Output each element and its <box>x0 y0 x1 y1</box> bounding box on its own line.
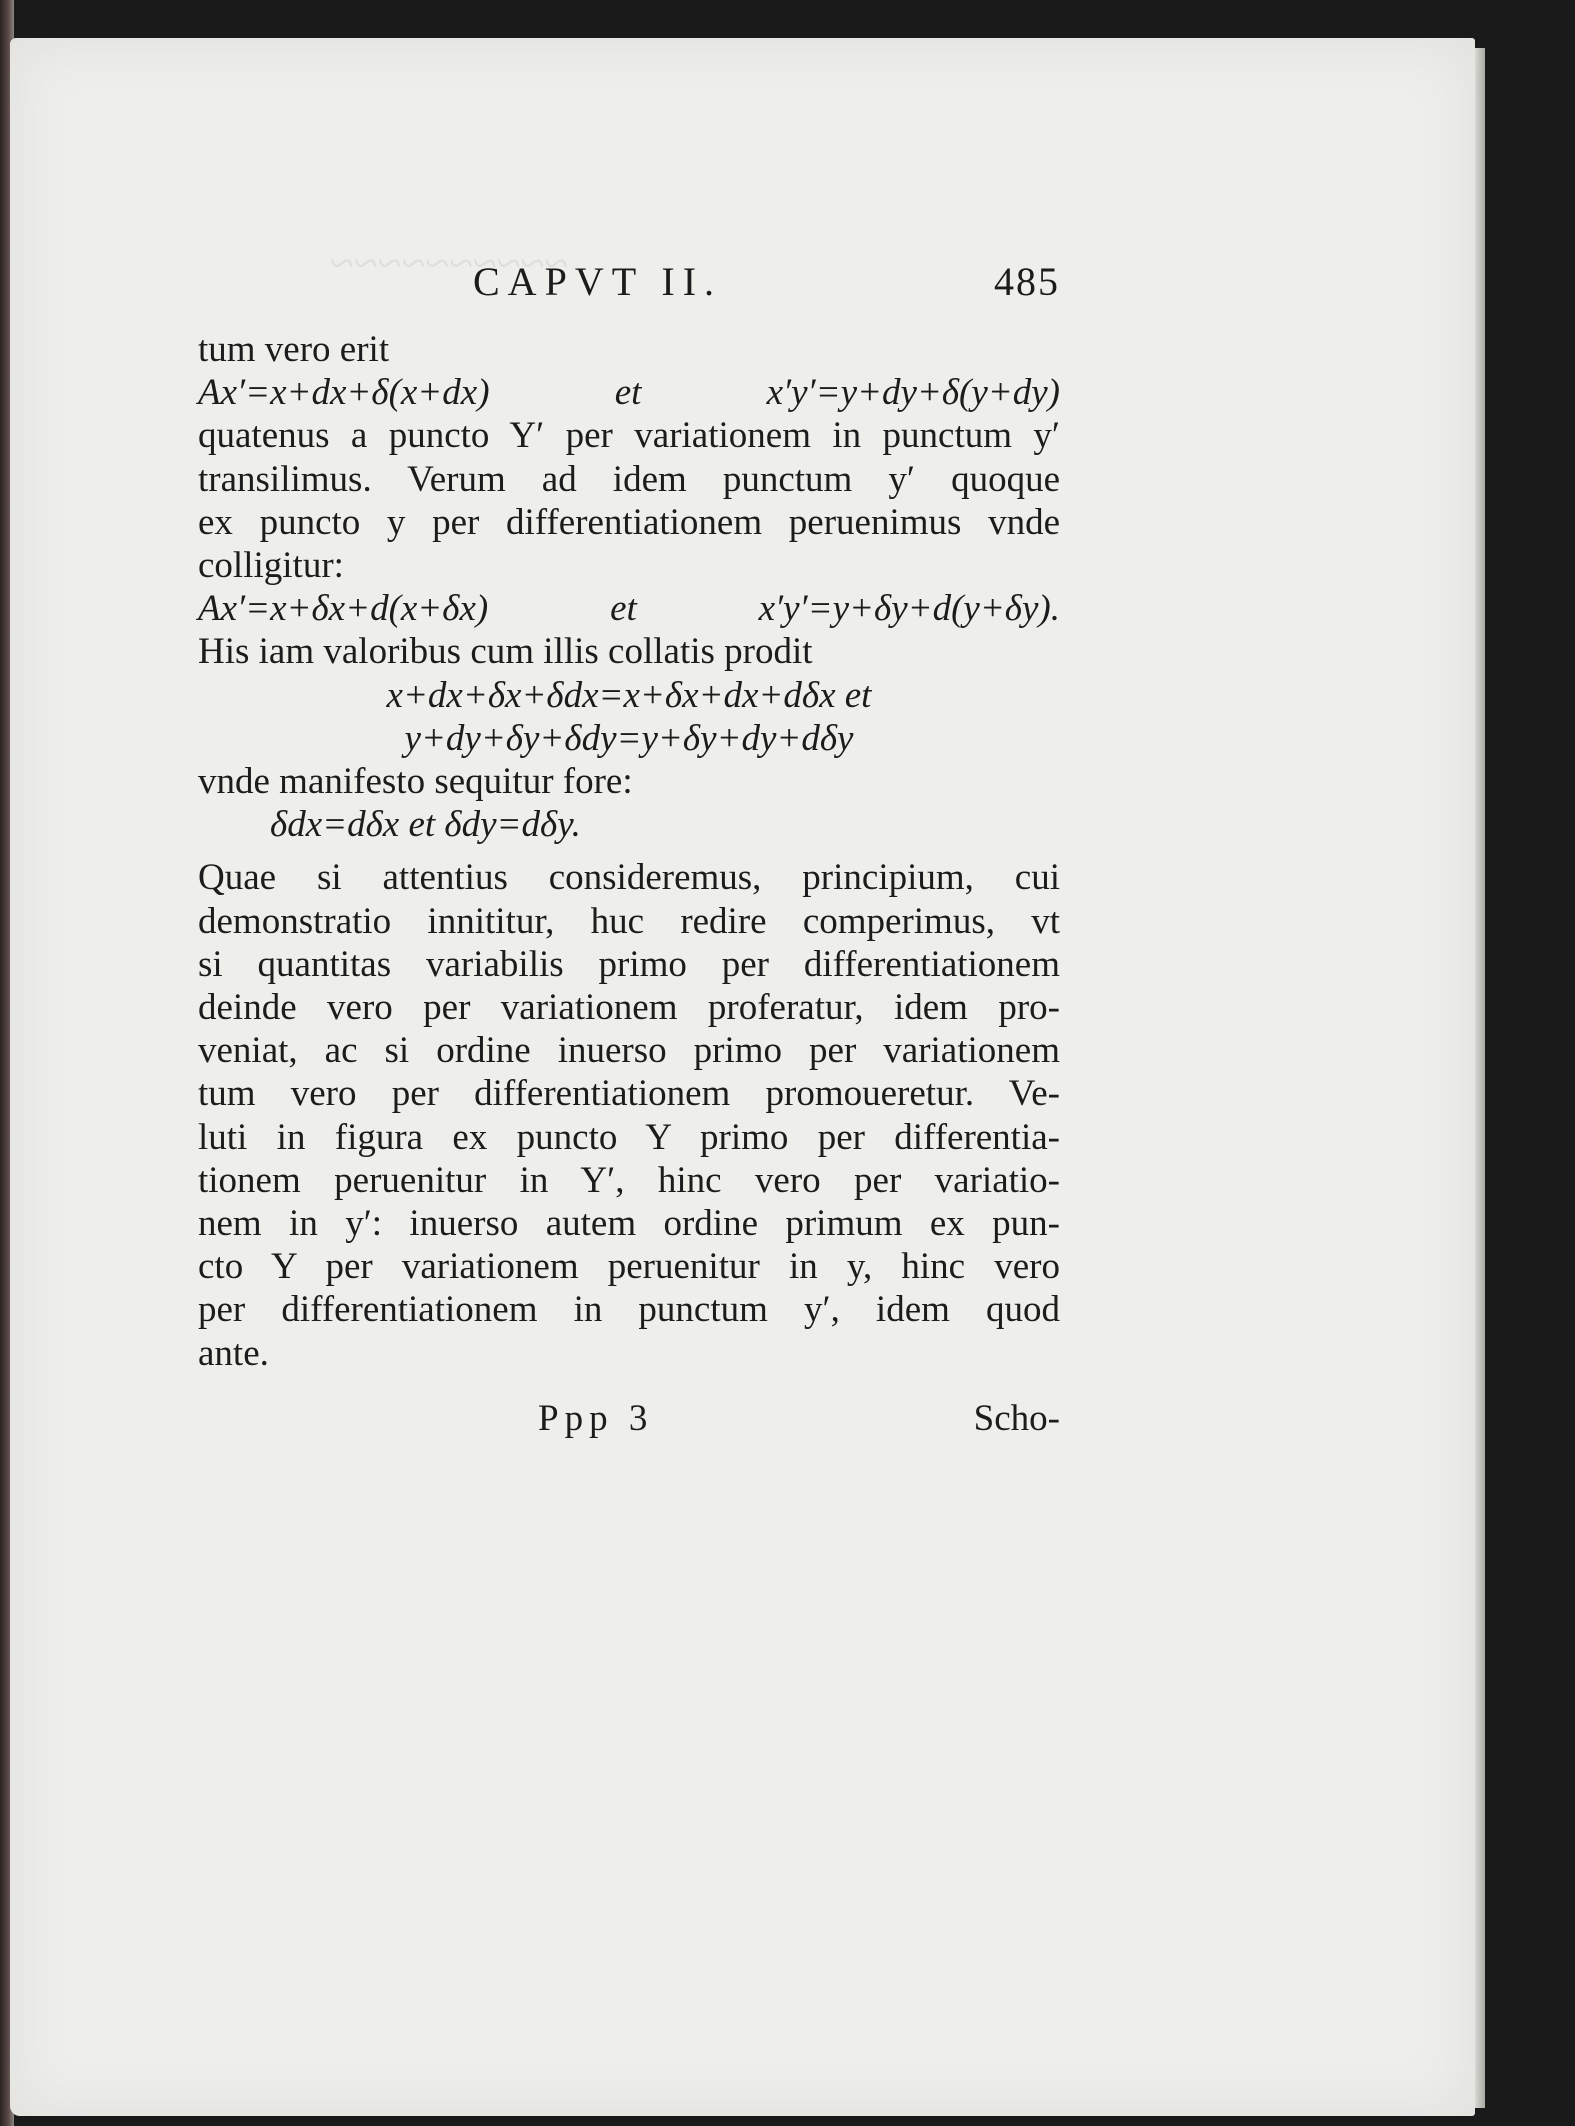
text-line: demonstratio innititur, huc redire comperimus, vt <box>198 900 1060 942</box>
text-line: quatenus a puncto Y′ per variationem in punctum y′ <box>198 415 1060 457</box>
text-line: ante. <box>198 1332 269 1374</box>
text-line: nem in y′: inuerso autem ordine primum ex pun- <box>198 1203 1060 1245</box>
text-line: Quae si attentius consideremus, principium, cui <box>198 857 1060 899</box>
equation-line: x+dx+δx+δdx=x+δx+dx+dδx et <box>386 674 872 716</box>
bleed-through-show-through: ~~~~~~~~~~ <box>330 239 569 288</box>
text-line: veniat, ac si ordine inuerso primo per variationem <box>198 1030 1060 1072</box>
equation-line: Ax′=x+dx+δ(x+dx) et x′y′=y+dy+δ(y+dy) <box>198 372 1060 414</box>
equation-line: δdx=dδx et δdy=dδy. <box>270 804 581 846</box>
paragraph-gap <box>198 846 1060 856</box>
page-number: 485 <box>994 259 1060 304</box>
text-line: tum vero erit <box>198 329 390 370</box>
chapter-title: CAPVT II. <box>473 259 723 304</box>
text-line: colligitur: <box>198 545 344 587</box>
page-edge <box>1475 48 1485 2108</box>
text-line: transilimus. Verum ad idem punctum y′ quoque <box>198 458 1060 500</box>
page-content <box>198 258 1060 1457</box>
text-line: deinde vero per variationem proferatur, idem pro- <box>198 987 1060 1029</box>
text-line: per differentiationem in punctum y′, idem quod <box>198 1289 1060 1331</box>
equation-line: Ax′=x+δx+d(x+δx) et x′y′=y+δy+d(y+δy). <box>198 588 1060 630</box>
text-line: His iam valoribus cum illis collatis prodit <box>198 631 813 673</box>
equation-line: y+dy+δy+δdy=y+δy+dy+dδy <box>404 717 854 759</box>
body-text <box>198 328 1060 1375</box>
text-line: cto Y per variationem peruenitur in y, hinc vero <box>198 1246 1060 1288</box>
page-footer <box>198 1397 1060 1457</box>
text-line: tionem peruenitur in Y′, hinc vero per variatio- <box>198 1159 1060 1201</box>
text-line: tum vero per differentiationem promoueretur. Ve- <box>198 1073 1060 1115</box>
text-line: si quantitas variabilis primo per differentiationem <box>198 943 1060 985</box>
text-line: vnde manifesto sequitur fore: <box>198 761 633 803</box>
catchword: Scho- <box>973 1397 1060 1439</box>
running-header <box>198 258 1060 328</box>
text-line: ex puncto y per differentiationem peruenimus vnde <box>198 501 1060 543</box>
signature-mark: Ppp 3 <box>538 1397 654 1439</box>
text-line: luti in figura ex puncto Y primo per differentia- <box>198 1116 1060 1158</box>
